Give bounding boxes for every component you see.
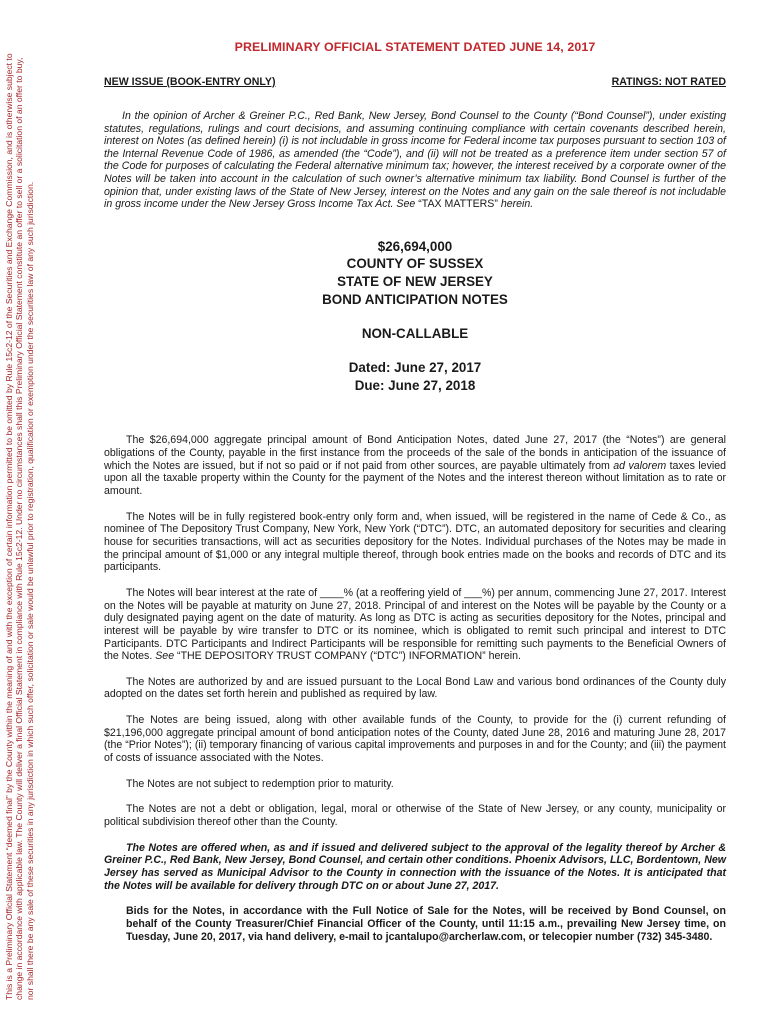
issuer-state: STATE OF NEW JERSEY	[337, 273, 493, 289]
issuer-county: COUNTY OF SUSSEX	[346, 256, 484, 272]
paragraph-bids: Bids for the Notes, in accordance with the Full Notice of Sale for the Notes, will be received by Bond Counsel, on behalf of the County Treasurer/Chief Financial Officer of the County, until 11:15 a.m., prevailing New Jersey time, on Tuesday, June 20, 2017, via hand delivery, e-mail to jcantalupo@archerlaw.com, or telecopier number (732) 345-3480.	[126, 905, 726, 943]
tax-opinion	[104, 110, 726, 211]
dates-block	[104, 359, 726, 394]
document-page	[104, 40, 726, 943]
non-callable: NON-CALLABLE	[361, 326, 469, 342]
p1-ad-valorem: ad valorem	[613, 459, 667, 472]
paragraph-book-entry: The Notes will be in fully registered book-entry only form and, when issued, will be registered in the name of Cede & Co., as nominee of The Depository Trust Company, New York, New York (“DTC”). DTC, an automated depository for securities and clearing house for securities transactions, will act as securities depository for the Notes. Individual purchases of the Notes may be made in the principal amount of $1,000 or any integral multiple thereof, through book entries made on the books and records of DTC and its participants.	[104, 510, 726, 574]
paragraph-authorization: The Notes are authorized by and are issued pursuant to the Local Bond Law and various bond ordinances of the County duly adopted on the dates set forth herein and published as required by law.	[104, 675, 726, 701]
issue-row	[104, 76, 726, 88]
p1-text-b: taxes levied upon all the taxable property within the County for the payment of the Notes and the interest thereon without limitation as to rate or amount.	[104, 459, 727, 497]
preliminary-heading: PRELIMINARY OFFICIAL STATEMENT DATED JUNE 14, 2017	[234, 40, 596, 54]
paragraph-general-obligation	[104, 434, 726, 497]
ratings-label: RATINGS: NOT RATED	[611, 76, 726, 88]
p3-see: See	[155, 650, 175, 663]
title-block	[104, 238, 726, 308]
paragraph-interest	[104, 587, 726, 663]
side-disclaimer: This is a Preliminary Official Statement “deemed final” by the County within the meaning of and with the exception of certain information permitted to be omitted by Rule 15c2-12 of the Securities and Exchange Commission, and is otherwise subject to change in accordance with applicable law. The County will deliver a final Official Statement in compliance with Rule 15c2-12. Under no circumstances shall this Preliminary Official Statement constitute an offer to sell or a solicitation of an offer to buy, nor shall there be any sale of these securities in any jurisdiction in which such offer, solicitation or sale would be unlawful prior to registration, qualification or exemption under the securities law of any such jurisdiction.	[4, 53, 35, 1000]
paragraph-purpose: The Notes are being issued, along with other available funds of the County, to provide for the (i) current refunding of $21,196,000 aggregate principal amount of bond anticipation notes of the County, dated June 28, 2016 and maturing June 28, 2017 (the “Prior Notes”); (ii) temporary financing of various capital improvements and purposes in and for the County; and (iii) the payment of costs of issuance associated with the Notes.	[104, 714, 726, 765]
due-date: Due: June 27, 2018	[354, 377, 476, 393]
p3-text-b: “THE DEPOSITORY TRUST COMPANY (“DTC”) INFORMATION” herein.	[174, 650, 521, 663]
dated-date: Dated: June 27, 2017	[348, 360, 482, 376]
new-issue-label: NEW ISSUE (BOOK-ENTRY ONLY)	[104, 76, 276, 88]
notes-title: BOND ANTICIPATION NOTES	[322, 291, 508, 307]
p1-text-a: The $26,694,000 aggregate principal amount of Bond Anticipation Notes, dated June 27, 2017 (the “Notes”) are general obligations of the County, payable in the first instance from the proceeds of the sale of the bonds in anticipation of the issuance of which the Notes are issued, but if not so paid or if not paid from other sources, are payable ultimately from	[104, 434, 726, 472]
paragraph-offering: The Notes are offered when, as and if issued and delivered subject to the approval of the legality thereof by Archer & Greiner P.C., Red Bank, New Jersey, Bond Counsel, and certain other conditions. Phoenix Advisors, LLC, Bordentown, New Jersey has served as Municipal Advisor to the County in connection with the issuance of the Notes. It is anticipated that the Notes will be available for delivery through DTC on or about June 27, 2017.	[104, 841, 726, 892]
tax-opinion-end: herein.	[497, 198, 534, 211]
principal-amount: $26,694,000	[377, 238, 453, 254]
tax-opinion-text: In the opinion of Archer & Greiner P.C., Red Bank, New Jersey, Bond Counsel to the County (“Bond Counsel”), under existing statutes, regulations, rulings and court decisions, and assuming continuing compliance with certain covenants described herein, interest on Notes (as defined herein) (i) is not includable in gross income for Federal income tax purposes pursuant to section 103 of the Internal Revenue Code of 1986, as amended (the “Code”), and (ii) will not be treated as a preference item under section 57 of the Code for purposes of calculating the Federal alternative minimum tax; however, the interest received by a corporate owner of the Notes will be taken into account in the calculation of such owner’s alternative minimum tax liability. Bond Counsel is further of the opinion that, under existing laws of the State of New Jersey, interest on the Notes and any gain on the sale thereof is not includable in gross income under the New Jersey Gross Income Tax Act. See	[104, 110, 726, 211]
tax-matters-ref: “TAX MATTERS”	[418, 198, 498, 211]
paragraph-not-debt: The Notes are not a debt or obligation, legal, moral or otherwise of the State of New Jersey, or any county, municipality or political subdivision thereof other than the County.	[104, 803, 726, 829]
p3-text-a: The Notes will bear interest at the rate of ____% (at a reoffering yield of ___%) per annum, commencing June 27, 2017. Interest on the Notes will be payable at maturity on June 27, 2018. Principal of and interest on the Notes will be payable by the County or a duly designated paying agent on the date of maturity. As long as DTC is acting as securities depository for the Notes, principal and interest will be payable by wire transfer to DTC or its nominee, which is obligated to remit such principal and interest to DTC Participants. DTC Participants and Indirect Participants will be responsible for remitting such payments to the Beneficial Owners of the Notes.	[104, 586, 726, 663]
paragraph-redemption: The Notes are not subject to redemption prior to maturity.	[126, 777, 394, 790]
